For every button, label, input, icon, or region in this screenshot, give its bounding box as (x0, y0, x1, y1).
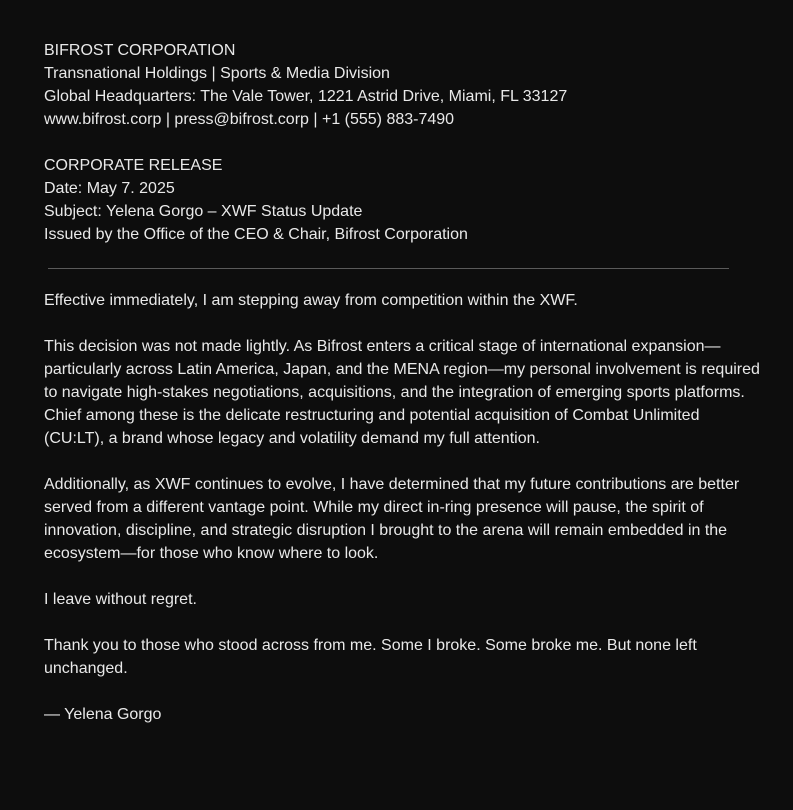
body-paragraph: This decision was not made lightly. As Bifrost enters a critical stage of international expansion—particularly across Latin America, Japan, and the MENA region—my personal involvement is required to navigate high-stakes negotiations, acquisitions, and the integration of emerging sports platforms. Chief among these is the delicate restructuring and potential acquisition of Combat Unlimited (CU:LT), a brand whose legacy and volatility demand my full attention. (44, 338, 760, 447)
body-paragraph: Thank you to those who stood across from me. Some I broke. Some broke me. But none left unchanged. (44, 637, 697, 677)
signature: — Yelena Gorgo (44, 706, 162, 723)
body-paragraph: I leave without regret. (44, 591, 197, 608)
release-type: CORPORATE RELEASE (44, 157, 223, 174)
headquarters-address: Global Headquarters: The Vale Tower, 1221 Astrid Drive, Miami, FL 33127 (44, 88, 568, 105)
release-date: Date: May 7. 2025 (44, 180, 175, 197)
release-subject: Subject: Yelena Gorgo – XWF Status Update (44, 203, 363, 220)
letterhead (44, 39, 761, 131)
division-line: Transnational Holdings | Sports & Media Division (44, 65, 390, 82)
spacer (44, 131, 761, 154)
release-body (44, 289, 761, 726)
body-paragraph: Additionally, as XWF continues to evolve, I have determined that my future contributions are better served from a different vantage point. While my direct in-ring presence will pause, the spirit of innovation, discipline, and strategic disruption I brought to the arena will remain embedded in the ecosystem—for those who know where to look. (44, 476, 740, 562)
body-paragraph: Effective immediately, I am stepping away from competition within the XWF. (44, 292, 578, 309)
divider (48, 268, 729, 269)
release-issuer: Issued by the Office of the CEO & Chair, Bifrost Corporation (44, 226, 468, 243)
contact-line: www.bifrost.corp | press@bifrost.corp | +1 (555) 883-7490 (44, 111, 455, 128)
release-meta (44, 154, 761, 246)
company-name: BIFROST CORPORATION (44, 42, 236, 59)
